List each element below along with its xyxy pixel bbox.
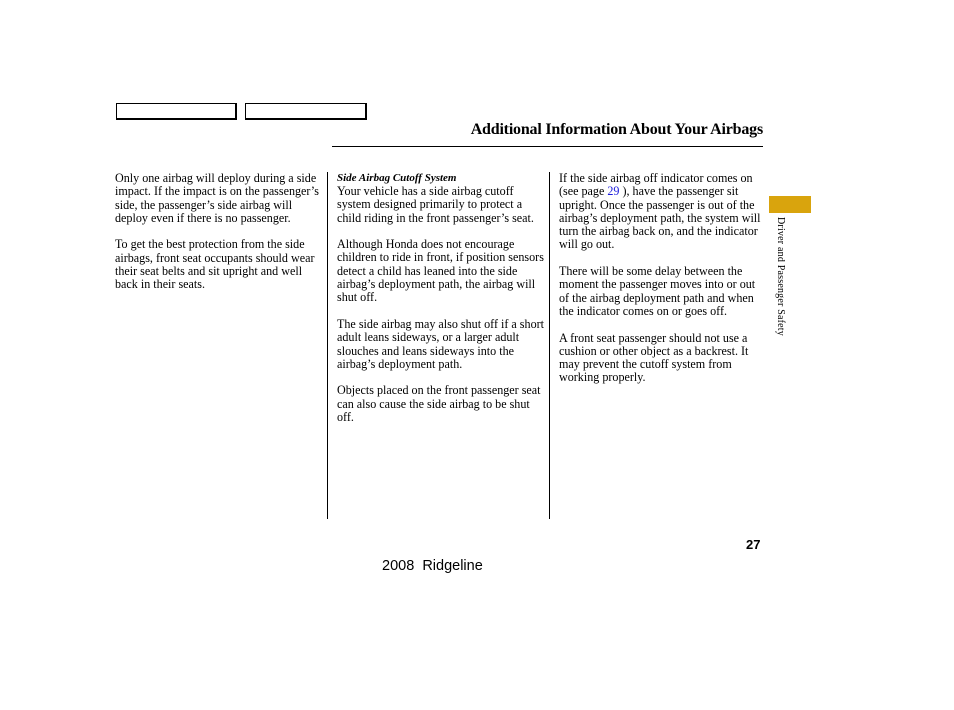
text-span: ), have the passenger sit upright. Once the passenger is out of the airbag’s deployment path, the system will turn the airbag back on, and the indicator will go out. [559, 184, 761, 252]
paragraph: To get the best protection from the side airbags, front seat occupants should wear their seat belts and sit upright and well back in their seats. [115, 237, 315, 292]
page-title: Additional Information About Your Airbags [470, 121, 763, 138]
paragraph [559, 172, 764, 252]
next-page-button[interactable] [245, 103, 367, 120]
text-span: If the side airbag off indicator comes on (see page [559, 171, 753, 199]
paragraph: There will be some delay between the moment the passenger moves into or out of the airbag deployment path and when the indicator comes on or goes off. [559, 264, 756, 318]
page-reference-link[interactable]: 29 [607, 184, 620, 199]
previous-page-button[interactable] [116, 103, 237, 120]
header-rule [332, 146, 763, 147]
text-column-3 [559, 172, 764, 398]
column-divider [327, 172, 328, 519]
paragraph: Objects placed on the front passenger seat can also cause the side airbag to be shut off. [337, 383, 541, 425]
column-divider [549, 172, 550, 519]
paragraph: The side airbag may also shut off if a short adult leans sideways, or a larger adult slouches and leans sideways into the airbag’s deployment path. [337, 316, 544, 371]
section-subheading: Side Airbag Cutoff System [337, 172, 457, 184]
section-label: Driver and Passenger Safety [775, 217, 786, 336]
text-column-1 [115, 172, 320, 305]
paragraph: A front seat passenger should not use a cushion or other object as a backrest. It may prevent the cutoff system from working properly. [559, 330, 749, 385]
page-number: 27 [746, 537, 761, 552]
paragraph: Although Honda does not encourage children to ride in front, if position sensors detect a child has leaned into the side airbag’s deployment path, the airbag will shut off. [337, 237, 544, 305]
paragraph: Only one airbag will deploy during a side impact. If the impact is on the passenger’s side, the passenger’s side airbag will deploy even if there is no passenger. [115, 171, 319, 225]
footer-model: 2008 Ridgeline [382, 558, 483, 574]
text-column-2 [337, 172, 547, 438]
section-tab[interactable] [769, 196, 811, 213]
paragraph: Your vehicle has a side airbag cutoff system designed primarily to protect a child riding in the front passenger’s seat. [337, 184, 534, 225]
